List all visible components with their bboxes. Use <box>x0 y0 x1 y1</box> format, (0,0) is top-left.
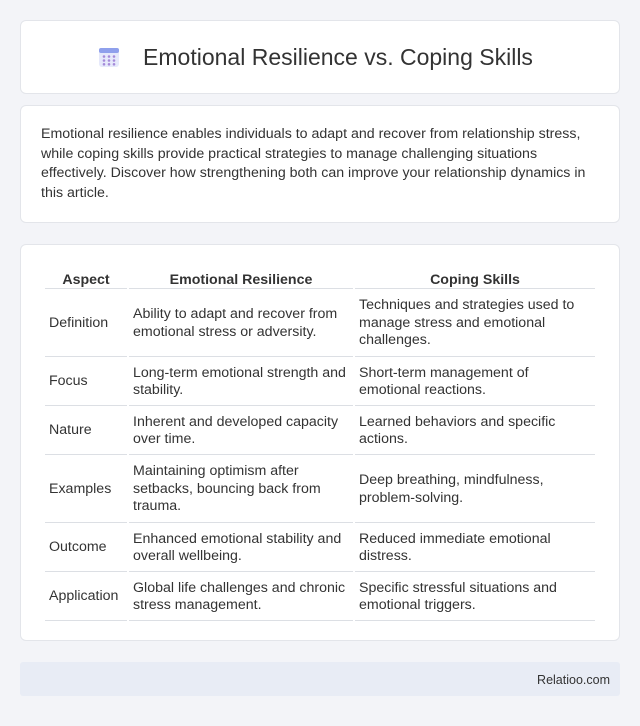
resilience-cell: Ability to adapt and recover from emotional stress or adversity. <box>129 291 353 357</box>
title-card <box>20 20 620 94</box>
table-row <box>45 525 595 572</box>
aspect-cell: Outcome <box>45 525 127 572</box>
coping-cell: Specific stressful situations and emotional triggers. <box>355 574 595 621</box>
table-row <box>45 291 595 357</box>
resilience-cell: Long-term emotional strength and stability. <box>129 359 353 406</box>
table-row <box>45 574 595 621</box>
calendar-icon <box>97 45 121 69</box>
intro-text: Emotional resilience enables individuals to adapt and recover from relationship stress, while coping skills provide practical strategies to manage challenging situations effectively. Discover how strengthening both can improve your relationship dynamics in this article. <box>41 126 586 201</box>
aspect-cell: Nature <box>45 408 127 455</box>
resilience-cell: Inherent and developed capacity over time. <box>129 408 353 455</box>
header-aspect: Aspect <box>45 267 127 289</box>
resilience-cell: Enhanced emotional stability and overall wellbeing. <box>129 525 353 572</box>
aspect-cell: Examples <box>45 457 127 523</box>
table-header-row <box>45 267 595 289</box>
table-row <box>45 408 595 455</box>
comparison-table-card <box>20 244 620 641</box>
footer <box>20 662 620 696</box>
aspect-cell: Application <box>45 574 127 621</box>
aspect-cell: Definition <box>45 291 127 357</box>
intro-card <box>20 105 620 223</box>
coping-cell: Short-term management of emotional reactions. <box>355 359 595 406</box>
page-title: Emotional Resilience vs. Coping Skills <box>143 43 533 70</box>
coping-cell: Techniques and strategies used to manage stress and emotional challenges. <box>355 291 595 357</box>
footer-site-link[interactable]: Relatioo.com <box>537 673 610 687</box>
comparison-table <box>43 265 597 623</box>
coping-cell: Learned behaviors and specific actions. <box>355 408 595 455</box>
resilience-cell: Global life challenges and chronic stress management. <box>129 574 353 621</box>
resilience-cell: Maintaining optimism after setbacks, bouncing back from trauma. <box>129 457 353 523</box>
header-emotional-resilience: Emotional Resilience <box>129 267 353 289</box>
coping-cell: Deep breathing, mindfulness, problem-solving. <box>355 457 595 523</box>
coping-cell: Reduced immediate emotional distress. <box>355 525 595 572</box>
table-row <box>45 359 595 406</box>
aspect-cell: Focus <box>45 359 127 406</box>
table-row <box>45 457 595 523</box>
header-coping-skills: Coping Skills <box>355 267 595 289</box>
